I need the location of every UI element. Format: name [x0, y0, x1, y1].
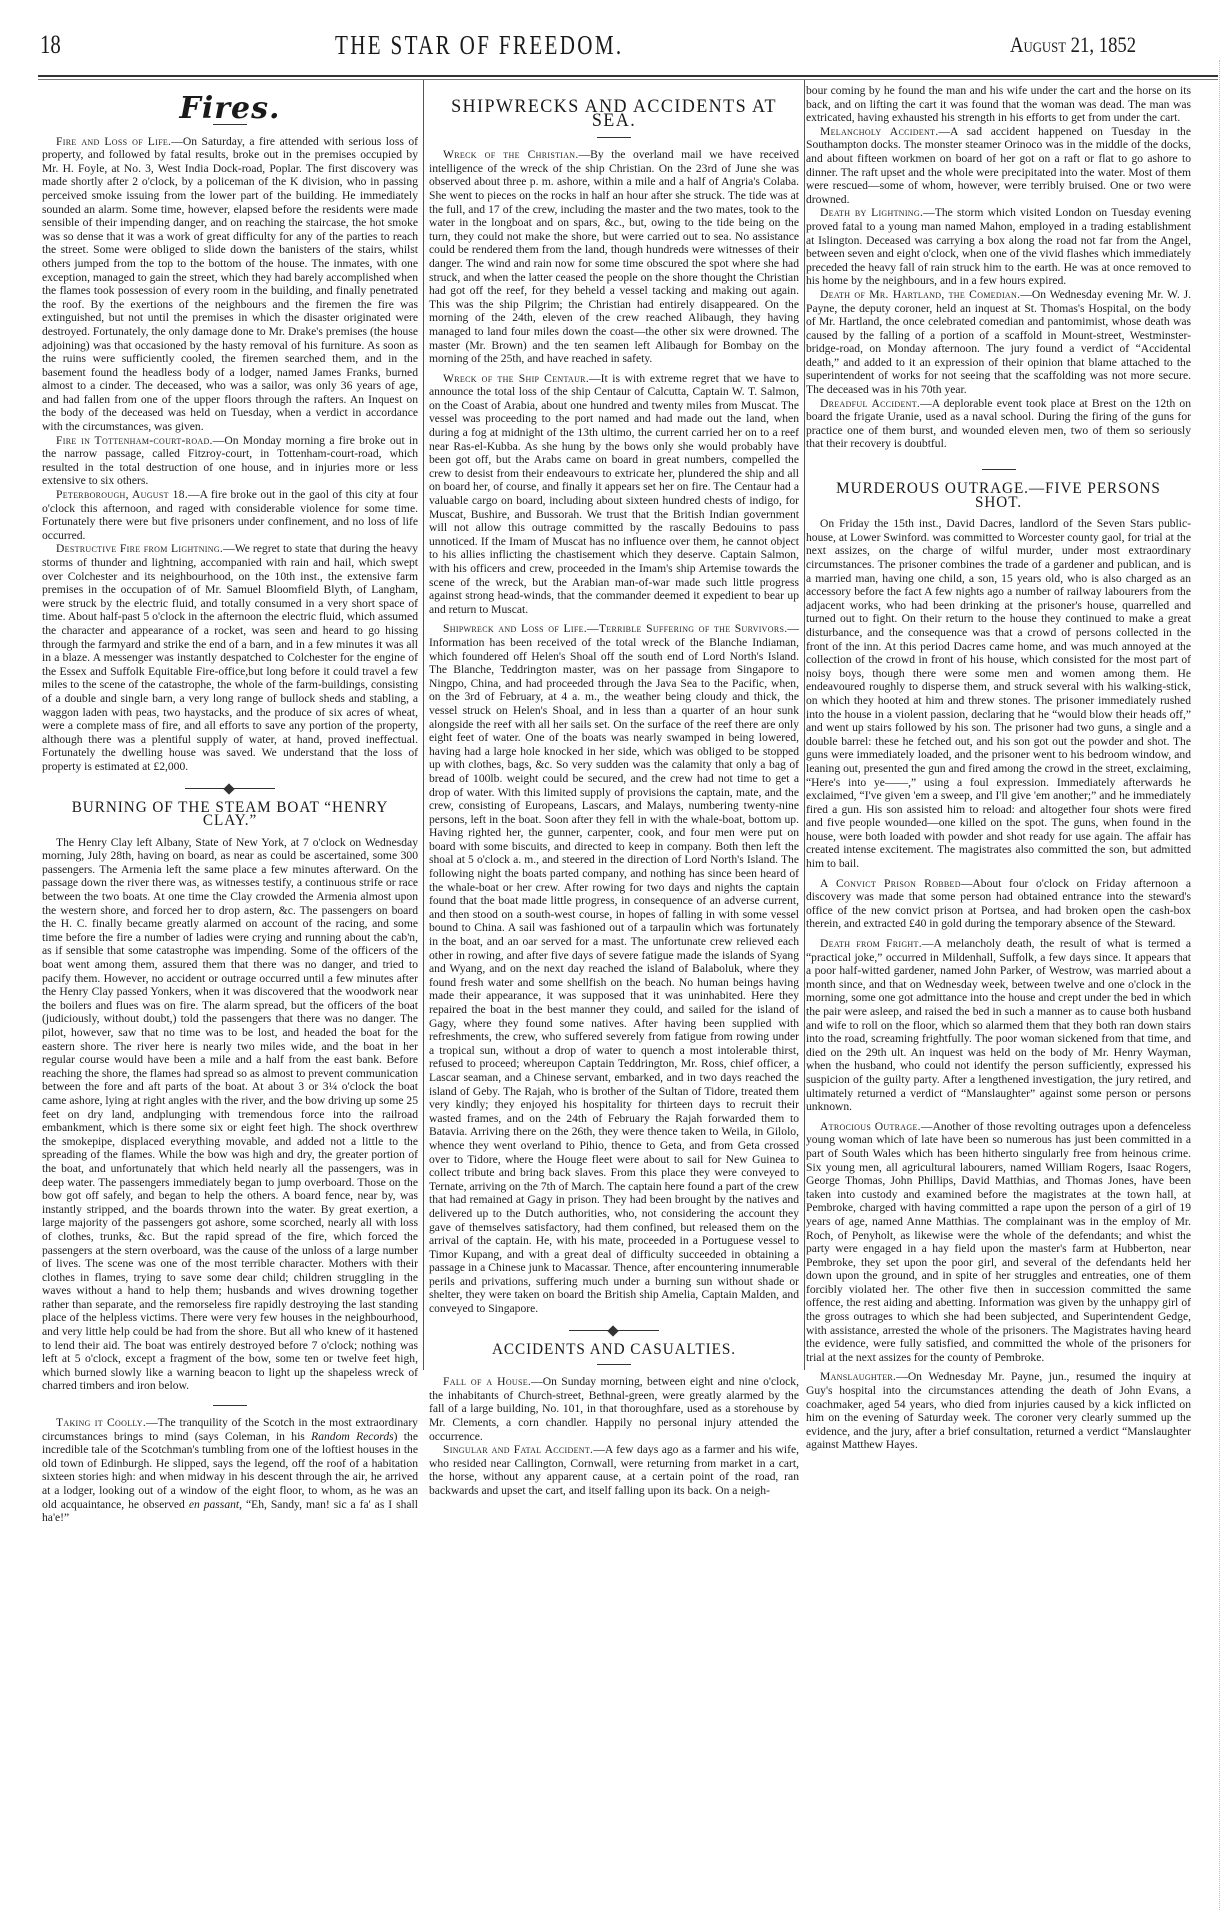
article-lead: Peterborough, August 18.: [56, 488, 189, 502]
article-body: —On Wednesday Mr. Payne, jun., resumed the inquiry at Guy's hospital into the circumstances attending the death of John Evans, a coachmaker, aged 54 years, who died from injuries caused by a kick inflicted on him on the evening of Saturday week. The coroner very clearly summed up the evidence, and the jury, after a brief consultation, returned a verdict “Manslaughter against Matthew Hayes.: [806, 1370, 1191, 1452]
heading-murderous-outrage: MURDEROUS OUTRAGE.—FIVE PERSONS SHOT.: [836, 480, 1161, 511]
article-lead: Death by Lightning.: [820, 206, 924, 220]
article-lead: Taking it Coolly.: [56, 1416, 147, 1430]
ornamental-divider: [569, 1330, 659, 1331]
heading-henry-clay: BURNING OF THE STEAM BOAT “HENRY CLAY.”: [71, 798, 389, 830]
article-singular-accident: [429, 1443, 799, 1497]
article-body: —A fire broke out in the gaol of this city at four o'clock this afternoon, and raged with considerable violence for some time. Fortunately there were but five prisoners under confinement, and no loss of life occurred.: [42, 488, 418, 542]
article-body: —Another of those revolting outrages upon a defenceless young woman which of late have been so numerous has just been committed in a part of South Wales which has been hitherto singularly free from heinous crime. Six young men, all agricultural labourers, named William Rogers, Isaac Rogers, George Thomas, John Phillips, David Matthias, and Thomas Jones, have been taken into custody and examined before the magistrates at the town hall, at Pembroke, charged with having committed a rape upon the person of a girl of 19 years of age, named Anne Matthias. The complainant was in the employ of Mr. Roch, of Penyholt, as likewise were the whole of the defendants; and whist the party were engaged in a hay field upon the master's farm at Hubberton, near Pembroke, they set upon the poor girl, and several of the defendants held her down upon the ground, and in spite of her struggles and entreaties, one of them forcibly violated her. The other five then in succession committed the same offence, the rest aiding and abetting. Information was given by the unhappy girl of the gross outrages to which she had been subjected, and Superintendent Gedge, with assistance, arrested the whole of the prisoners. The Magistrates having heard the evidence, were fully satisfied, and committed the whole of the prisoners for trial at the next assizes for the county of Pembroke.: [806, 1119, 1191, 1364]
column-3: [806, 84, 1191, 1452]
article-body: —A melancholy death, the result of what is termed a “practical joke,” occurred in Mildenhall, Suffolk, a few days since. It appears that a poor half-witted gardener, named John Parker, of Westrow, was married about a month since, and that on Wednesday week, between twelve and one o'clock in the morning, some one got admittance into the house and crept under the bed in which the pair were asleep, and raised the bed in such a manner as to cause both husband and wife to roll on the floor, which so alarmed them that they both ran down stairs into the road, screaming frightfully. The poor woman sickened from that time, and died on the 29th ult. An inquest was held on the body of Mr. Henry Wayman, when the husband, who could not identify the person sufficiently, expressed his suspicion of the guilty party. After a lengthened investigation, the jury retired, and ultimately returned a verdict of “Manslaughter” against some person or persons unknown.: [806, 937, 1191, 1114]
article-shipwreck-blanche: [429, 622, 799, 1315]
divider: [597, 137, 631, 138]
article-body: —We regret to state that during the heavy storms of thunder and lightning, accompanied with rain and hail, which swept over Colchester and its neighbourhood, on the 10th inst., the extensive farm premises in the occupation of of Mr. Samuel Bloomfield Blyth, of Langham, were struck by the electric fluid, and totally consumed in a very short space of time. About half-past 5 o'clock in the afternoon the electric fluid, which assumed the character and appearance of a rocket, was seen and heard to go hissing through the farmyard and strike the end of a barn, and in a few minutes it was all in a blaze. A messenger was instantly despatched to Colchester for the engine of the Essex and Suffolk Equitable Fire-office,but long before it could travel a few miles to the scene of the catastrophe, the whole of the farm-buildings, consisting of a double and single barn, a very long range of bullock sheds and stabling, a waggon laden with peas, two haystacks, and the produce of six acres of wheat, were a complete mass of fire, and all efforts to save any portion of the property, although there was a plentiful supply of water, at hand, proved ineffectual. Fortunately the dwelling house was saved. We understand that the loss of property is estimated at £2,000.: [42, 542, 418, 773]
article-lead: Manslaughter.: [820, 1370, 897, 1384]
article-lead: Death of Mr. Hartland, the Comedian.: [820, 287, 1021, 301]
article-lead: Shipwreck and Loss of Life.—Terrible Suffering of the Survivors.: [443, 622, 788, 636]
section-title-accidents: ACCIDENTS AND CASUALTIES.: [491, 1340, 737, 1358]
article-body: —A deplorable event took place at Brest on the 12th on board the frigate Uranie, used as a naval school. During the firing of the guns for practice one of them burst, and wounded eleven men, two of them so seriously that their recovery is doubtful.: [806, 396, 1191, 451]
italic-phrase: en passant: [188, 1497, 240, 1511]
article-death-hartland: [806, 288, 1191, 397]
article-death-by-lightning: [806, 206, 1191, 288]
article-body-part: ) the incredible tale of the Scotchman's tumbling from one of the loftiest houses in the old town of Edinburgh. He slipped, says the legend, off the roof of a habitation sixteen stories high: and when midway in his descent through the air, he arrived at a lodger, looking out of a window of the eight floor, to whom, as he was an old acquaintance, he observed: [42, 1429, 418, 1511]
article-body: —On Sunday morning, between eight and nine o'clock, the inhabitants of Church-street, Bethnal-green, were greatly alarmed by the fall of a large building, No. 101, in that thoroughfare, used as a storehouse by Mr. Clements, a corn chandler. Happily no personal injury attended the occurrence.: [429, 1375, 799, 1443]
article-lead: Death from Fright.: [820, 937, 922, 951]
page-number: 18: [40, 30, 61, 59]
section-title-shipwrecks: SHIPWRECKS AND ACCIDENTS AT SEA.: [451, 96, 777, 131]
article-body: —It is with extreme regret that we have to announce the total loss of the ship Centaur of Calcutta, Captain W. T. Salmon, on the Coast of Arabia, about one hundred and twenty miles from Muscat. The vessel was proceeding to the port named and had made out the land, when during a fog at midnight of the 13th ultimo, the current carried her on to a reef near Ras-el-Kubba. As she hung by the bows only she would probably have been got off, but the Arabs came on board in great numbers, compelled the crew to desist from their endeavours to extricate her, plundered the ship and all on board her, of course, and finally it appears set her on fire. The Centaur had a valuable cargo on board, including about sixteen hundred chests of indigo, for Muscat, Bushire, and Bussorah. We trust that the British Indian government will not allow this outrage committed by the rascally Bedouins to pass unnoticed. If the Imam of Muscat has no influence over them, he cannot object to his allies inflicting the chastisement which they deserve. Captain Salmon, with his officers and crew, proceeded in the Imam's ship Artemise towards the scene of the wreck, but the Arabian man-of-war made such little progress against strong head-winds, that the commander deemed it expedient to bear up and return to Muscat.: [429, 371, 799, 616]
column-1: [42, 84, 418, 1525]
article-henry-clay: The Henry Clay left Albany, State of New York, at 7 o'clock on Wednesday morning, July 28th, having on board, as near as could be ascertained, some 300 passengers. The Armenia left the same place a few minutes afterward. On the passage down the river there was, as witnesses testify, a continuous strife or race between the two boats. At one time the Clay crowded the Armenia almost upon the western shore, and forced her to drop astern, &c. The passengers on board the H. C. finally became greatly alarmed on account of the racing, and some time before the fire a number of ladies were crying and running about the cab'n, as if sensible that some catastrophe was impending. Some of the officers of the boat went among them, assured them that there was no danger, and tried to pacify them. However, no accident or outrage occurred until a few minutes after the Henry Clay passed Yonkers, when it was discovered that the woodwork near the boilers and flues was on fire. The alarm spread, but the officers of the boat (judiciously, without doubt,) told the passengers that there was no danger. The pilot, however, saw that no time was to be lost, and headed the boat for the eastern shore. The river here is nearly two miles wide, and the boat in her regular course would have been a mile and a half from the east bank. Before reaching the shore, the flames had spread so as almost to prevent communication between the fore and aft parts of the boat. At about 3 or 3¼ o'clock the boat came ashore, lying at right angles with the river, and the bow driving up some 25 feet on dry land, andplunging with tremendous force into the railroad embankment, which is there some six or eight feet high. The shock overthrew the smokepipe, displaced everything movable, and added not a little to the spreading of the flames. While the bow was high and dry, the greater portion of the boat, and unfortunately that which held nearly all the passengers, was in deep water. The passengers immediately began to jump overboard. Those on the bow got off safely, and began to help the others. A board fence, near by, was instantly stripped, and the boards thrown into the water. By great exertion, a large majority of the passengers got ashore, some scorched, nearly all with loss of clothes, trunks, &c. But the rapid spread of the fire, which forced the passengers at the stern overboard, was the cause of the unloss of a large number of lives. The scene was one of the most terrible character. Mothers with their clothes in flames, trying to save some dear child; children struggling in the waves without a hand to help them; husbands and wives drowning together rather than separate, and the remorseless fire rapidly destroying the last standing place of the helpless victims. There were very few houses in the neighbourhood, and very little help could be had from the shore. But all who knew of it hastened to lend their aid. The boat was entirely destroyed before 7 o'clock; nothing was left at 5 o'clock, except a fragment of the bow, some ten or twelve feet high, which burned slowly like a warning beacon to light up the shapeless wreck of charred timbers and iron below.: [42, 835, 418, 1393]
article-lead: A Convict Prison Robbed: [820, 876, 961, 890]
article-melancholy-accident: [806, 125, 1191, 207]
article-body: —Information has been received of the total wreck of the Blanche Indiaman, which foundered off Helen's Shoal off the south end of Lord North's Island. The Blanche, Teddrington master, was on her passage from Singapore to Ningpo, China, and had proceeded through the Java Sea to the Pacific, when, on the 3rd of February, at 4 a. m., the weather being cloudy and thick, the vessel struck on Helen's Shoal, and in less than a quarter of an hour sunk alongside the reef with all her sails set. On the surface of the reef there are only eight feet of water. One of the boats was nearly swamped in being lowered, having had a large hole knocked in her side, which was obliged to be stopped up with clothes, bags, &c. So very sudden was the calamity that only a bag of bread of 100lb. weight could be secured, and the crew had not time to get a drop of water. With this limited supply of provisions the captain, mate, and the crew, consisting of Europeans, Lascars, and Malays, numbering twenty-nine persons, left in the boat. Soon after they fell in with the whale-boat, bottom up. Having righted her, the gunner, carpenter, cook, and four men were put on board with some biscuits, and directed to keep in company. Both then left the shoal at 5 o'clock a. m., and steered in the direction of Lord North's Island. The following night the boats parted company, and nothing has since been heard of the whale-boat or her crew. After rowing for two days and nights the captain found that the boat made little progress, in consequence of an adverse current, and then stood on a south-west course, in hopes of falling in with some vessel bound to China. A sail was fashioned out of a tarpaulin which was fortunately in the boat, and an oar served for a mast. The unfortunate crew relieved each other in rowing, and after five days of severe fatigue made the islands of Syang and Wyang, and on the next day reached the island of Balaboluk, where they found fresh water and some shellfish on the beach. No human beings having made their appearance, it was supposed that it was uninhabited. Here they repaired the boat in the best manner they could, and sailed for the island of Gagy, where they found some natives. After having been supplied with refreshments, the crew, who suffered severely from fatigue from rowing under a tropical sun, without a drop of water to quench a most intolerable thirst, refused to proceed; whereupon Captain Teddrington, Mr. Ross, chief officer, a Lascar seaman, and a Chinese servant, embarked, and in two days reached the island of Geby. The Rajah, who is brother of the Sultan of Tidore, treated them very kindly; they enjoyed his hospitality for thirteen days to recruit their wasted frames, and on the 24th of February the Rajah forwarded them to Batavia. Arriving there on the 26th, they were thence taken to Weila, in Gilolo, whence they went overland to Pihio, thence to Geta, and from Geta crossed over to Tidore, where the Houge fleet were about to sail for New Guinea to collect tribute and bring back slaves. From this place they were conveyed to Ternate, arriving on the 7th of March. The captain here found a part of the crew that had remained at Gagy in prison. They had been brought by the natives and delivered up to the Dutch authorities, who, not considering the account they gave of themselves satisfactory, had them confined, but released them on the arrival of the captain. He, with his mate, proceeded in a Portuguese vessel to Timor Kupang, and with a great deal of difficulty succeeded in obtaining a passage in a Chinese junk to Macassar. Thence, after encountering innumerable perils and privations, suffering much under a burning sun without shade or shelter, they were taken on board the British ship Amelia, Captain Malden, and conveyed to Singapore.: [429, 622, 799, 1316]
italic-title: Random Records: [311, 1429, 394, 1443]
article-body-part: —The tranquility of the Scotch in the most extraordinary circumstances brings to mind (says Coleman, in his: [42, 1416, 418, 1443]
page-edge-rule: [1219, 60, 1220, 1910]
article-atrocious-outrage: [806, 1120, 1191, 1365]
article-lead: Fire and Loss of Life.: [56, 134, 172, 148]
masthead: [0, 0, 1223, 70]
article-manslaughter: [806, 1370, 1191, 1452]
article-body: —On Monday morning a fire broke out in the narrow passage, called Fitzroy-court, in Tottenham-court-road, which resulted in the total destruction of one house, and in injuries more or less extensive to six others.: [42, 433, 418, 488]
divider: [213, 1405, 247, 1406]
article-body: —The storm which visited London on Tuesday evening proved fatal to a young man named Mahon, employed in a trading establishment at Islington. Deceased was carrying a box along the road not far from the Angel, between seven and eight o'clock, when one of the vivid flashes which immediately preceded the heavy fall of rain struck him to the earth. He was at once removed to his home by the neighbours, and in a few hours expired.: [806, 206, 1191, 288]
article-murderous-outrage: On Friday the 15th inst., David Dacres, landlord of the Seven Stars public-house, at Lower Swinford. was committed to Worcester county gaol, for trial at the next assizes, on the charge of wilful murder, under most extraordinary circumstances. The prisoner combines the trade of a gardener and publican, and is a married man, having one child, a son, 15 years old, who is also charged as an accessory before the fact A few nights ago a number of railway labourers from the adjacent works, who had been drinking at the prisoner's house, quarrelled and turned out to fight. On their return to the house they continued to make a great disturbance, and the consequence was that a crowd of persons collected in the front of the inn. At this period Dacres came home, and was much annoyed at the collection of the crowd in front of his house, which consisted for the most part of noisy boys, though there were some men and women among them. He endeavoured roughly to disperse them, and struck several with his walking-stick, on which they hooted at him and threw stones. The prisoner immediately rushed into the house in a violent passion, declaring that he “would blow their heads off,” and went up stairs followed by his son. The prisoner had two guns, a single and a double barrel: these he fetched out, and his son got out the powder and shot. The guns were immediately loaded, and the prisoner went to his bedroom window, and leaning out, presented the gun and fired among the crowd in the street, exclaiming, “Here's into ye——,” using a foul expression. Immediately afterwards he exclaimed, “I've given 'em a sweep, and I'll give 'em another;” and he immediately fired a gun. His son assisted him to reload: and altogether four shots were fired and five people wounded—one killed on the spot. The guns, when found in the house, were both loaded with powder and shot ready for use again. The affair has created intense excitement. The magistrates also committed the son, but admitted him to bail.: [806, 517, 1191, 871]
article-death-from-fright: [806, 937, 1191, 1114]
column-2: [429, 84, 799, 1498]
header-rule: [38, 75, 1218, 77]
article-continuation: bour coming by he found the man and his wife under the cart and the horse on its back, and on lifting the cart it was found that the woman was dead. The man was extricated, having exhausted his strength in his efforts to get from under the cart.: [806, 84, 1191, 125]
article-lead: Atrocious Outrage.: [820, 1119, 921, 1133]
article-fire-lightning: [42, 542, 418, 773]
article-body: —A few days ago as a farmer and his wife, who resided near Callington, Cornwall, were returning from market in a cart, the horse, without any apparent cause, at a certain point of the road, ran backwards and upset the cart, and itself falling upon its back. On a neigh-: [429, 1443, 799, 1497]
article-lead: Destructive Fire from Lightning.: [56, 542, 224, 556]
article-fire-tottenham: [42, 434, 418, 488]
article-lead: Wreck of the Ship Centaur.: [443, 371, 590, 385]
article-peterborough: [42, 488, 418, 542]
divider: [597, 1364, 631, 1365]
article-body: —By the overland mail we have received intelligence of the wreck of the ship Christian. On the 23rd of June she was observed about three p. m. ashore, within a mile and a half of Angria's Colaba. She went to pieces on the rocks in half an hour after she struck. The tide was at the full, and 17 of the crew, including the master and the two mates, took to the water in the longboat and on spars, &c., but, owing to the tide being on the turn, they could not make the shore, but were carried out to sea. No assistance could be rendered them from the land, though hundreds were witnesses of their danger. The wind and rain now for some time obscured the spot where she had struck, and when the latter ceased the people on the shore thought the Christian had got off the reef, for they beheld a vessel tacking and making out again. This was the ship Pilgrim; the Christian had entirely disappeared. On the morning of the 24th, eleven of the crew reached Alibaugh, they having managed to land four miles down the coast—the other six were drowned. The master (Mr. Brown) and the ten seamen left Alibaugh for Bombay on the morning of the 25th, and have reached in safety.: [429, 148, 799, 366]
article-body: —About four o'clock on Friday afternoon a discovery was made that some person had obtained entrance into the steward's office of the new convict prison at Portsea, and had broken open the cash-box therein, and extracted £40 in gold during the temporary absence of the Steward.: [806, 876, 1191, 931]
section-title-fires: Fires.: [179, 91, 281, 126]
ornamental-divider: [185, 788, 275, 789]
article-lead: Melancholy Accident.: [820, 124, 939, 138]
newspaper-title: THE STAR OF FREEDOM.: [335, 30, 624, 60]
article-fire-loss-of-life: [42, 135, 418, 434]
article-convict-prison-robbed: [806, 877, 1191, 931]
article-body-part: , “Eh, Sandy, man! sic a fa' as I shall ha'e!”: [42, 1497, 418, 1525]
article-body: —A sad accident happened on Tuesday in the Southampton docks. The monster steamer Orinoco was in the middle of the docks, and about fifteen workmen on board of her got on a raft or flat to go ashore to dinner. The raft upset and the whole were precipitated into the water. Most of them were rescued—some of whom, however, were terribly bruised. One or two were drowned.: [806, 124, 1192, 206]
article-lead: Fire in Tottenham-court-road.: [56, 433, 213, 447]
article-fall-of-house: [429, 1375, 799, 1443]
article-dreadful-accident: [806, 397, 1191, 451]
issue-date: August 21, 1852: [1010, 32, 1137, 57]
article-body: —On Saturday, a fire attended with serious loss of property, and followed by fatal results, broke out in the premises occupied by Mr. H. Foyle, at No. 3, West India Dock-road, Poplar. The first discovery was made shortly after 2 o'clock, by a policeman of the K division, who in passing perceived smoke issuing from the lower part of the building. He immediately sounded an alarm. Some time, however, elapsed before the residents were made sensible of their impending danger, and on reaching the staircase, the hot smoke was so dense that it was a work of great difficulty for any of the parties to reach the street. Some were obliged to slide down the banisters of the stairs, whilst others jumped from the top to the bottom of the house. The inmates, with one exception, managed to gain the street, which they had barely accomplished when the flames took possession of every room in the building, and finally penetrated the roof. By the exertions of the neighbours and the firemen the fire was extinguished, but not until the premises in which the disaster originated were destroyed. Fortunately, the only damage done to Mr. Drake's premises (the house adjoining) was that occasioned by the hasty removal of his furniture. As soon as the ruins were sufficiently cooled, the firemen searched them, and in the basement found the headless body of a lodger, named James Franks, burned almost to a cinder. The deceased, who was a sailor, was only 36 years of age, and had fallen from one of the upper floors through the rafters. An Inquest on the body of the deceased was held on Tuesday, when a verdict in accordance with the circumstances, was given.: [42, 134, 418, 434]
article-taking-it-coolly: [42, 1416, 418, 1525]
article-lead: Dreadful Accident.: [820, 396, 921, 410]
divider: [982, 469, 1016, 470]
article-lead: Singular and Fatal Accident.: [443, 1443, 594, 1457]
article-wreck-centaur: [429, 372, 799, 617]
article-lead: Fall of a House.: [443, 1375, 532, 1389]
article-lead: Wreck of the Christian.: [443, 148, 579, 162]
article-body: —On Wednesday evening Mr. W. J. Payne, the deputy coroner, held an inquest at St. Thomas's Hospital, on the body of Mr. Hartland, the once celebrated comedian and pantomimist, whose death was caused by the falling of a portion of a scaffold in Mount-street, Westminster-bridge-road, on Monday afternoon. The jury found a verdict of “Accidental death,” and added to it an expression of their opinion that blame attached to the superintendent of works for not seeing that the scaffolding was not more secure. The deceased was in his 70th year.: [806, 287, 1191, 397]
article-wreck-christian: [429, 148, 799, 366]
